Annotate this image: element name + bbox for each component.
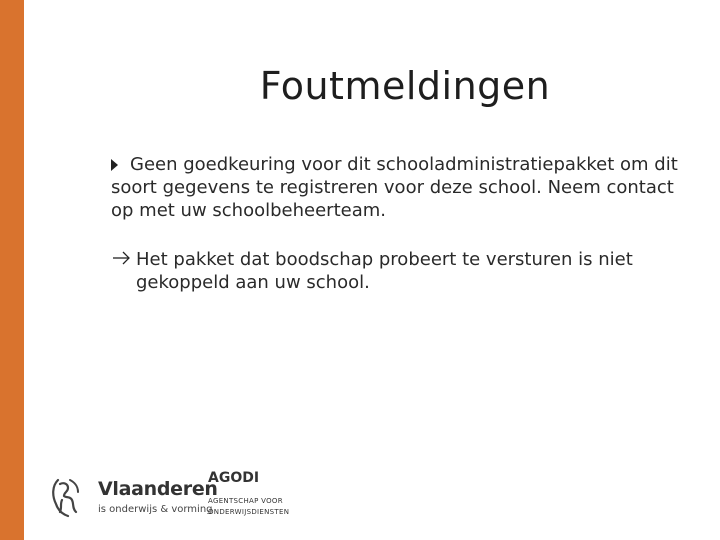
bullet-paragraph: [111, 153, 701, 222]
arrow-right-icon: [112, 248, 136, 271]
agodi-subtitle-line-1: AGENTSCHAP VOOR: [208, 497, 283, 505]
vlaanderen-tagline: is onderwijs & vorming: [98, 504, 213, 515]
agodi-subtitle: [208, 496, 308, 518]
note-text: Het pakket dat boodschap probeert te versturen is niet gekoppeld aan uw school.: [136, 249, 633, 293]
agodi-subtitle-line-2: ONDERWIJSDIENSTEN: [208, 508, 290, 516]
bullet-text: Geen goedkeuring voor dit schooladministratiepakket om dit soort gegevens te registreren voor deze school. Neem contact op met uw schoolbeheerteam.: [111, 154, 678, 221]
flemish-lion-icon: [48, 474, 84, 518]
note-paragraph: [112, 248, 696, 294]
accent-side-bar: [0, 0, 24, 540]
footer-logos: [48, 466, 308, 526]
triangle-bullet-icon: [111, 159, 118, 171]
agodi-logo-text: AGODI: [208, 470, 260, 486]
vlaanderen-logo-text: Vlaanderen: [98, 478, 218, 500]
slide-title: Foutmeldingen: [259, 64, 551, 108]
